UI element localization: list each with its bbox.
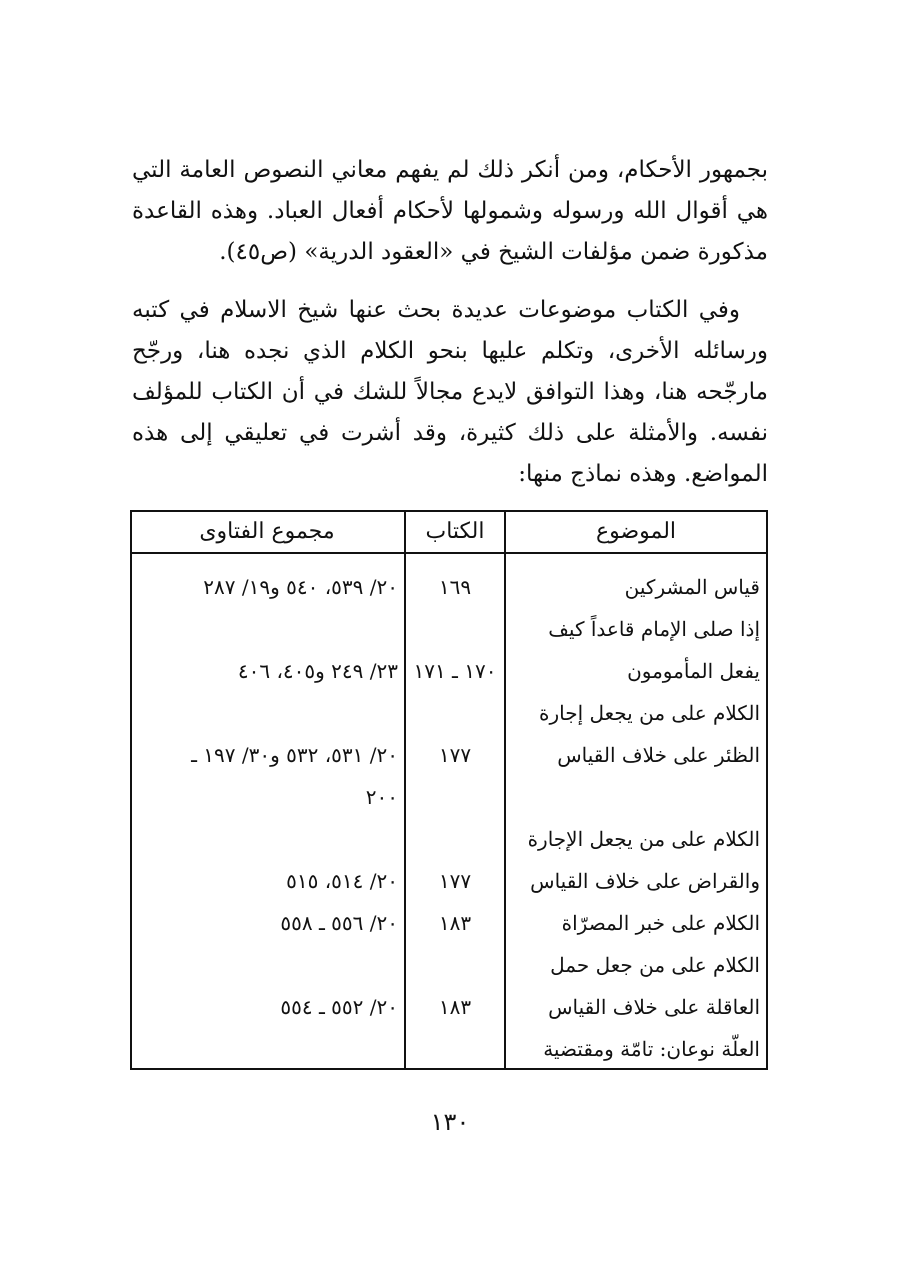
table-cell-fatawa: ٢٠/ ٥١٤، ٥١٥: [286, 869, 398, 893]
table-cell-subject: الكلام على من يجعل الإجارة: [527, 827, 760, 851]
table-cell-subject: قياس المشركين: [624, 575, 760, 599]
table-cell-subject: الكلام على من يجعل إجارة: [538, 701, 760, 725]
header-book: الكتاب: [425, 519, 485, 544]
table-cell-book: ١٨٣: [438, 995, 472, 1019]
table-cell-subject: الظئر على خلاف القياس: [557, 743, 760, 767]
table-cell-fatawa: ٢٣/ ٢٤٩ و٤٠٥، ٤٠٦: [237, 659, 398, 683]
table-cell-book: ١٨٣: [438, 911, 472, 935]
header-subject: الموضوع: [595, 519, 677, 544]
table-cell-subject: العاقلة على خلاف القياس: [548, 995, 760, 1019]
table-cell-book: ١٦٩: [438, 575, 472, 599]
table-cell-subject: الكلام على من جعل حمل: [550, 953, 760, 977]
table-cell-book: ١٧٧: [438, 869, 472, 893]
table-cell-subject: والقراض على خلاف القياس: [530, 869, 760, 893]
header-divider: [132, 552, 766, 554]
column-divider: [504, 512, 506, 1068]
paragraph-examples: وفي الكتاب موضوعات عديدة بحث عنها شيخ الاسلام في كتبه ورسائله الأخرى، وتكلم عليها بنحو الكلام الذي نجده هنا، ورجّح مارجّحه هنا، وهذا التوافق لايدع مجالاً للشك في أن الكتاب للمؤلف نفسه. والأمثلة على ذلك كثيرة، وقد أشرت في تعليقي إلى هذه المواضع. وهذه نماذج منها:: [132, 297, 768, 487]
table-cell-book: ١٧٠ ـ ١٧١: [413, 659, 497, 683]
comparison-table: [130, 510, 768, 1070]
header-fatawa: مجموع الفتاوى: [199, 519, 335, 544]
table-cell-fatawa: ٢٠٠: [365, 785, 398, 809]
table-cell-subject: العلّة نوعان: تامّة ومقتضية: [543, 1037, 760, 1061]
table-cell-subject: إذا صلى الإمام قاعداً كيف: [548, 617, 760, 641]
table-cell-subject: يفعل المأمومون: [627, 659, 760, 683]
table-cell-fatawa: ٢٠/ ٥٣٩، ٥٤٠ و١٩/ ٢٨٧: [203, 575, 398, 599]
table-cell-fatawa: ٢٠/ ٥٥٢ ـ ٥٥٤: [280, 995, 398, 1019]
table-cell-fatawa: ٢٠/ ٥٣١، ٥٣٢ و٣٠/ ١٩٧ ـ: [191, 743, 398, 767]
paragraph-intro: بجمهور الأحكام، ومن أنكر ذلك لم يفهم معاني النصوص العامة التي هي أقوال الله ورسوله وشمولها لأحكام أفعال العباد. وهذه القاعدة مذكورة ضمن مؤلفات الشيخ في «العقود الدرية» (ص٤٥).: [132, 157, 768, 265]
page-number: ١٣٠: [430, 1108, 470, 1136]
table-cell-book: ١٧٧: [438, 743, 472, 767]
table-cell-fatawa: ٢٠/ ٥٥٦ ـ ٥٥٨: [280, 911, 398, 935]
table-cell-subject: الكلام على خبر المصرّاة: [561, 911, 760, 935]
